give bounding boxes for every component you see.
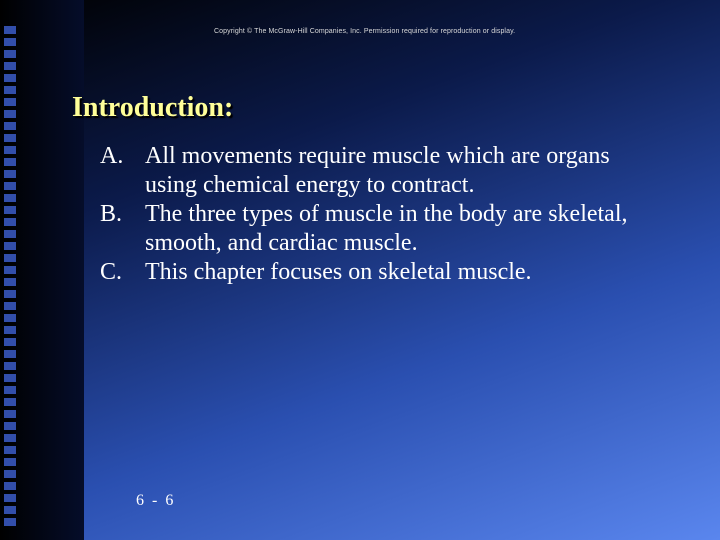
decorative-square bbox=[4, 62, 16, 70]
decorative-square bbox=[4, 410, 16, 418]
slide-title: Introduction: bbox=[72, 92, 234, 123]
decorative-square bbox=[4, 362, 16, 370]
bullet-text: This chapter focuses on skeletal muscle. bbox=[145, 259, 532, 285]
bullet-text: The three types of muscle in the body are skeletal, smooth, and cardiac muscle. bbox=[145, 201, 628, 256]
decorative-square bbox=[4, 218, 16, 226]
decorative-square bbox=[4, 254, 16, 262]
decorative-square bbox=[4, 398, 16, 406]
decorative-square bbox=[4, 50, 16, 58]
decorative-square bbox=[4, 482, 16, 490]
decorative-square bbox=[4, 26, 16, 34]
decorative-square bbox=[4, 278, 16, 286]
bullet-item bbox=[100, 258, 660, 287]
decorative-square bbox=[4, 338, 16, 346]
decorative-square bbox=[4, 74, 16, 82]
decorative-square bbox=[4, 182, 16, 190]
decorative-square bbox=[4, 242, 16, 250]
bullet-list bbox=[100, 142, 660, 287]
decorative-square bbox=[4, 230, 16, 238]
decorative-square bbox=[4, 206, 16, 214]
bullet-item bbox=[100, 200, 660, 258]
decorative-square bbox=[4, 314, 16, 322]
bullet-item bbox=[100, 142, 660, 200]
decorative-square bbox=[4, 458, 16, 466]
decorative-square bbox=[4, 422, 16, 430]
decorative-square bbox=[4, 302, 16, 310]
decorative-square bbox=[4, 122, 16, 130]
decorative-square bbox=[4, 134, 16, 142]
decorative-square bbox=[4, 98, 16, 106]
bullet-text: All movements require muscle which are organs using chemical energy to contract. bbox=[145, 143, 610, 198]
decorative-squares bbox=[4, 26, 22, 526]
decorative-square bbox=[4, 110, 16, 118]
decorative-square bbox=[4, 470, 16, 478]
decorative-square bbox=[4, 374, 16, 382]
page-number: 6 - 6 bbox=[136, 492, 176, 509]
decorative-square bbox=[4, 290, 16, 298]
decorative-square bbox=[4, 38, 16, 46]
bullet-marker: B. bbox=[100, 201, 123, 227]
decorative-square bbox=[4, 494, 16, 502]
decorative-square bbox=[4, 350, 16, 358]
decorative-square bbox=[4, 170, 16, 178]
decorative-square bbox=[4, 386, 16, 394]
decorative-square bbox=[4, 326, 16, 334]
copyright-notice: Copyright © The McGraw-Hill Companies, Inc. Permission required for reproduction or display. bbox=[214, 28, 516, 35]
decorative-square bbox=[4, 446, 16, 454]
decorative-square bbox=[4, 158, 16, 166]
bullet-marker: A. bbox=[100, 143, 124, 169]
decorative-square bbox=[4, 506, 16, 514]
decorative-square bbox=[4, 194, 16, 202]
decorative-square bbox=[4, 518, 16, 526]
decorative-square bbox=[4, 434, 16, 442]
bullet-marker: C. bbox=[100, 259, 123, 285]
decorative-square bbox=[4, 86, 16, 94]
decorative-square bbox=[4, 146, 16, 154]
decorative-square bbox=[4, 266, 16, 274]
left-decorative-strip bbox=[0, 0, 84, 540]
